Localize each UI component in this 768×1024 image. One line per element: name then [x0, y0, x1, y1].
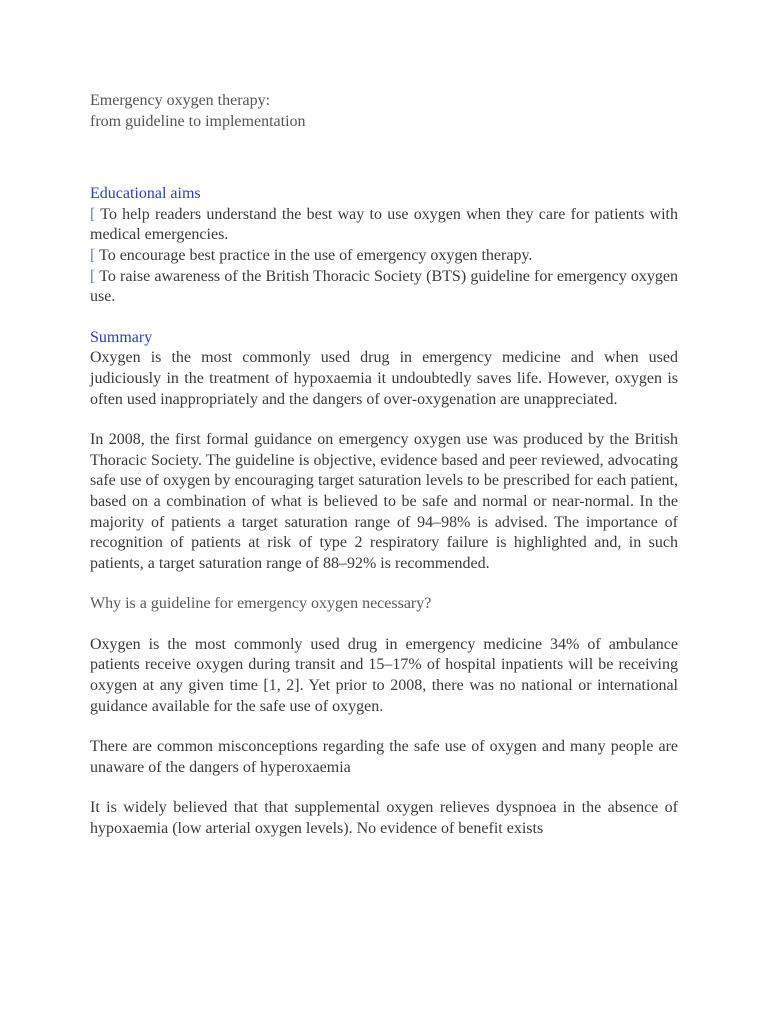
aim-item: [90, 267, 678, 308]
summary-paragraph-1: Oxygen is the most commonly used drug in emergency medicine and when used judiciously in the treatment of hypoxaemia it undoubtedly saves life. However, oxygen is often used inappropriately and the dangers of over-oxygenation are unappreciated.: [90, 349, 678, 408]
aim-item: [90, 205, 678, 246]
title-line-1: Emergency oxygen therapy:: [90, 92, 271, 109]
bullet-bracket-icon: [: [90, 205, 96, 223]
aim-item: [90, 246, 678, 267]
why-paragraph-3: It is widely believed that that supplemental oxygen relieves dyspnoea in the absence of hypoxaemia (low arterial oxygen levels). No evidence of benefit exists: [90, 799, 678, 838]
aim-item-text: To raise awareness of the British Thoracic Society (BTS) guideline for emergency oxygen use.: [90, 267, 679, 306]
why-guideline-question: Why is a guideline for emergency oxygen necessary?: [90, 595, 432, 613]
aim-item-text: To help readers understand the best way to use oxygen when they care for patients with medical emergencies.: [90, 205, 678, 244]
why-paragraph-1: Oxygen is the most commonly used drug in emergency medicine 34% of ambulance patients receive oxygen during transit and 15–17% of hospital inpatients will be receiving oxygen at any given time [1, 2]. Yet prior to 2008, there was no national or international guidance available for the safe use of oxygen.: [90, 635, 678, 715]
document-body: [90, 91, 678, 840]
summary-heading: Summary: [90, 328, 153, 346]
bullet-bracket-icon: [: [90, 267, 96, 285]
title-line-2: from guideline to implementation: [90, 112, 306, 130]
aim-item-text: To encourage best practice in the use of emergency oxygen therapy.: [99, 246, 533, 264]
educational-aims-heading: Educational aims: [90, 185, 201, 203]
summary-paragraph-2: In 2008, the first formal guidance on emergency oxygen use was produced by the British Thoracic Society. The guideline is objective, evidence based and peer reviewed, advocating safe use of oxygen by encouraging target saturation levels to be prescribed for each patient, based on a combination of what is believed to be safe and normal or near-normal. In the majority of patients a target saturation range of 94–98% is advised. The importance of recognition of patients at risk of type 2 respiratory failure is highlighted and, in such patients, a target saturation range of 88–92% is recommended.: [90, 431, 678, 572]
why-paragraph-2: There are common misconceptions regarding the safe use of oxygen and many people are unaware of the dangers of hyperoxaemia: [90, 738, 678, 776]
bullet-bracket-icon: [: [90, 246, 96, 264]
